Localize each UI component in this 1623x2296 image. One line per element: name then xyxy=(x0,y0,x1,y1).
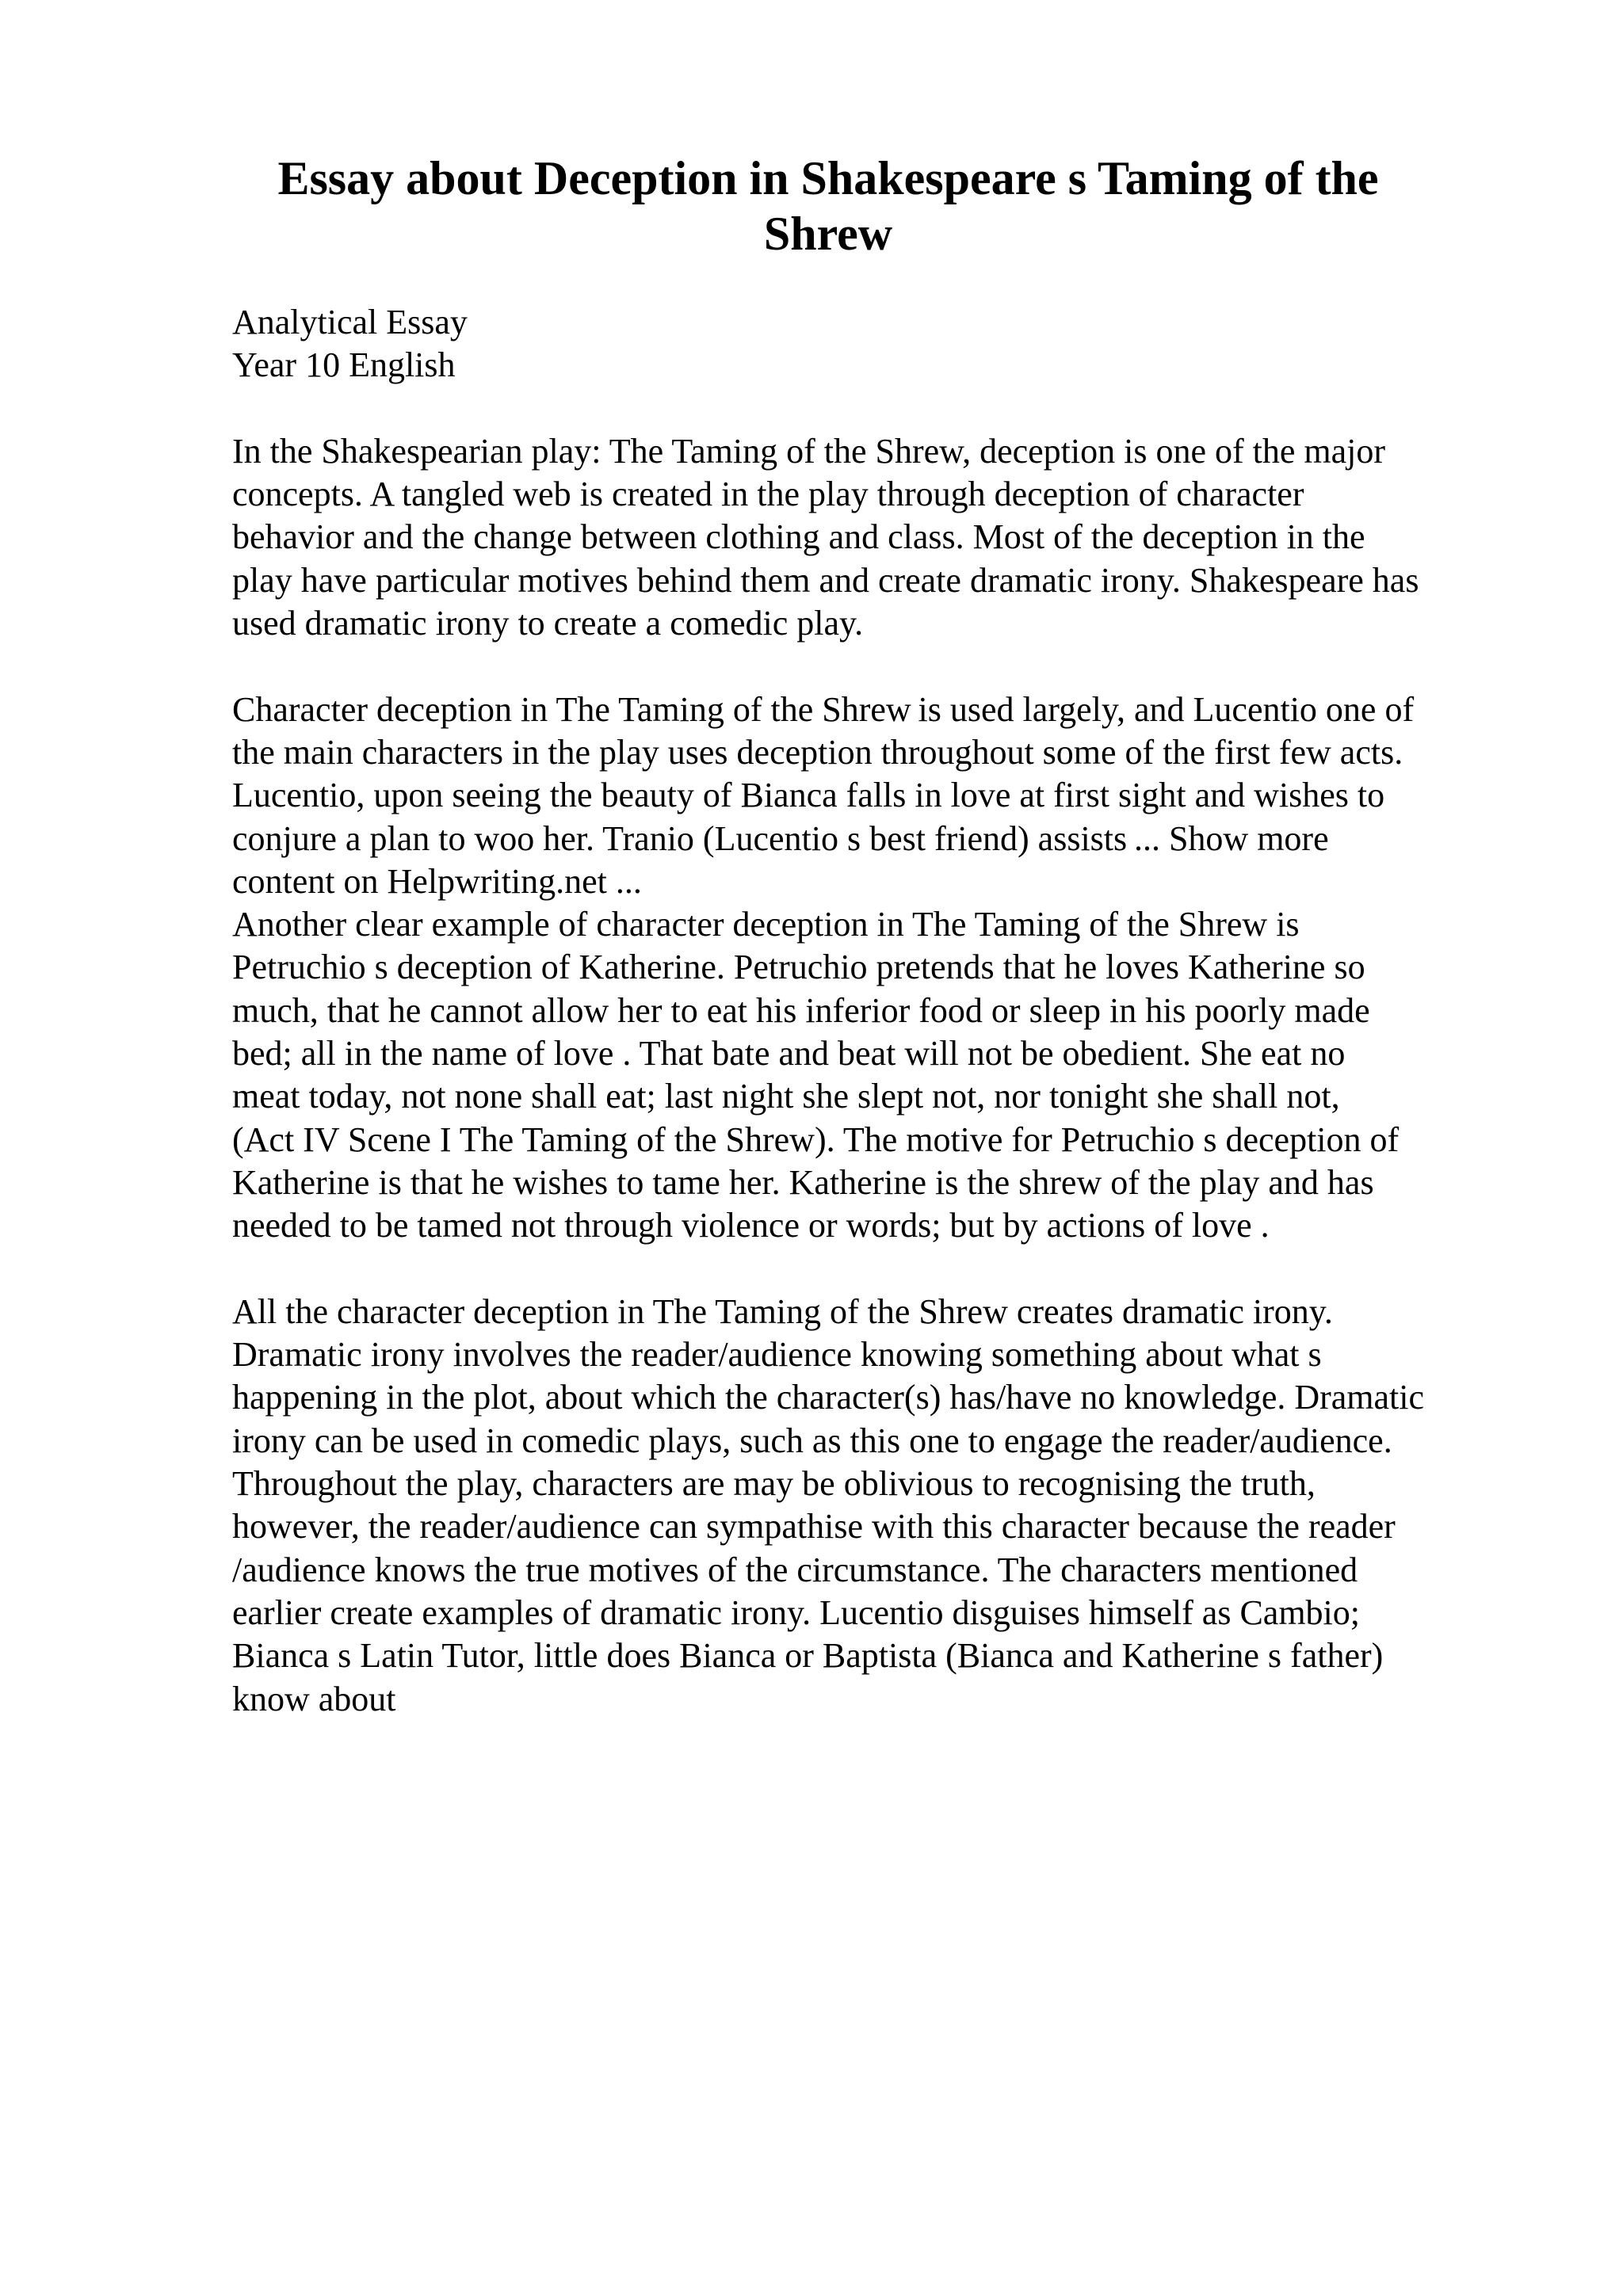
title-line: Shrew xyxy=(763,208,893,260)
paragraph-line: Lucentio, upon seeing the beauty of Bianca falls in love at first sight and wishes to xyxy=(232,776,1385,815)
paragraph-line: needed to be tamed not through violence or words; but by actions of love . xyxy=(232,1206,1270,1245)
paragraph-line: Katherine is that he wishes to tame her. Katherine is the shrew of the play and has xyxy=(232,1162,1374,1202)
paragraph-line: Petruchio s deception of Katherine. Petruchio pretends that he loves Katherine so xyxy=(232,948,1365,987)
essay-body xyxy=(232,301,1516,1721)
paragraph-line: know about xyxy=(232,1679,396,1718)
paragraph-line: Another clear example of character deception in The Taming of the Shrew is xyxy=(232,905,1300,944)
paragraph-line: the main characters in the play uses deception throughout some of the first few acts. xyxy=(232,732,1403,772)
paragraph-line: Bianca s Latin Tutor, little does Bianca or Baptista (Bianca and Katherine s father) xyxy=(232,1636,1384,1676)
paragraph-line: Dramatic irony involves the reader/audience knowing something about what s xyxy=(232,1335,1322,1375)
paragraph-line: conjure a plan to woo her. Tranio (Lucentio s best friend) assists ... Show more xyxy=(232,818,1329,858)
title-line: Essay about Deception in Shakespeare s Taming of the xyxy=(277,152,1379,204)
paragraph-line: All the character deception in The Taming of the Shrew creates dramatic irony. xyxy=(232,1291,1333,1331)
essay-course: Year 10 English xyxy=(232,345,456,385)
paragraph-line: behavior and the change between clothing and class. Most of the deception in the xyxy=(232,517,1365,557)
paragraph-line: happening in the plot, about which the character(s) has/have no knowledge. Dramatic xyxy=(232,1378,1425,1417)
paragraph-line: In the Shakespearian play: The Taming of the Shrew, deception is one of the major xyxy=(232,431,1386,471)
paragraph-line: meat today, not none shall eat; last night she slept not, nor tonight she shall not, xyxy=(232,1077,1340,1116)
paragraph-intro xyxy=(232,430,1516,645)
paragraph-petruchio xyxy=(232,903,1516,1247)
paragraph-line: Throughout the play, characters are may be oblivious to recognising the truth, xyxy=(232,1464,1316,1504)
paragraph-line: bed; all in the name of love . That bate and beat will not be obedient. She eat no xyxy=(232,1034,1346,1074)
paragraph-line: much, that he cannot allow her to eat his inferior food or sleep in his poorly made xyxy=(232,990,1370,1030)
paragraph-line: concepts. A tangled web is created in the play through deception of character xyxy=(232,475,1304,514)
paragraph-line: play have particular motives behind them and create dramatic irony. Shakespeare has xyxy=(232,560,1419,600)
paragraph-line: used dramatic irony to create a comedic play. xyxy=(232,604,864,643)
paragraph-dramatic-irony xyxy=(232,1291,1516,1721)
essay-meta xyxy=(232,301,1516,387)
essay-title xyxy=(230,151,1426,261)
paragraph-line: however, the reader/audience can sympathise with this character because the reader xyxy=(232,1507,1396,1547)
paragraph-line: earlier create examples of dramatic irony. Lucentio disguises himself as Cambio; xyxy=(232,1592,1360,1632)
paragraph-line: /audience knows the true motives of the circumstance. The characters mentioned xyxy=(232,1550,1358,1589)
paragraph-line: irony can be used in comedic plays, such as this one to engage the reader/audience. xyxy=(232,1421,1392,1460)
paragraph-line: content on Helpwriting.net ... xyxy=(232,861,642,901)
paragraph-lucentio xyxy=(232,688,1516,903)
paragraph-line: (Act IV Scene I The Taming of the Shrew). The motive for Petruchio s deception of xyxy=(232,1119,1400,1159)
paragraph-line: Character deception in The Taming of the Shrew is used largely, and Lucentio one of xyxy=(232,689,1415,729)
essay-type: Analytical Essay xyxy=(232,303,468,341)
